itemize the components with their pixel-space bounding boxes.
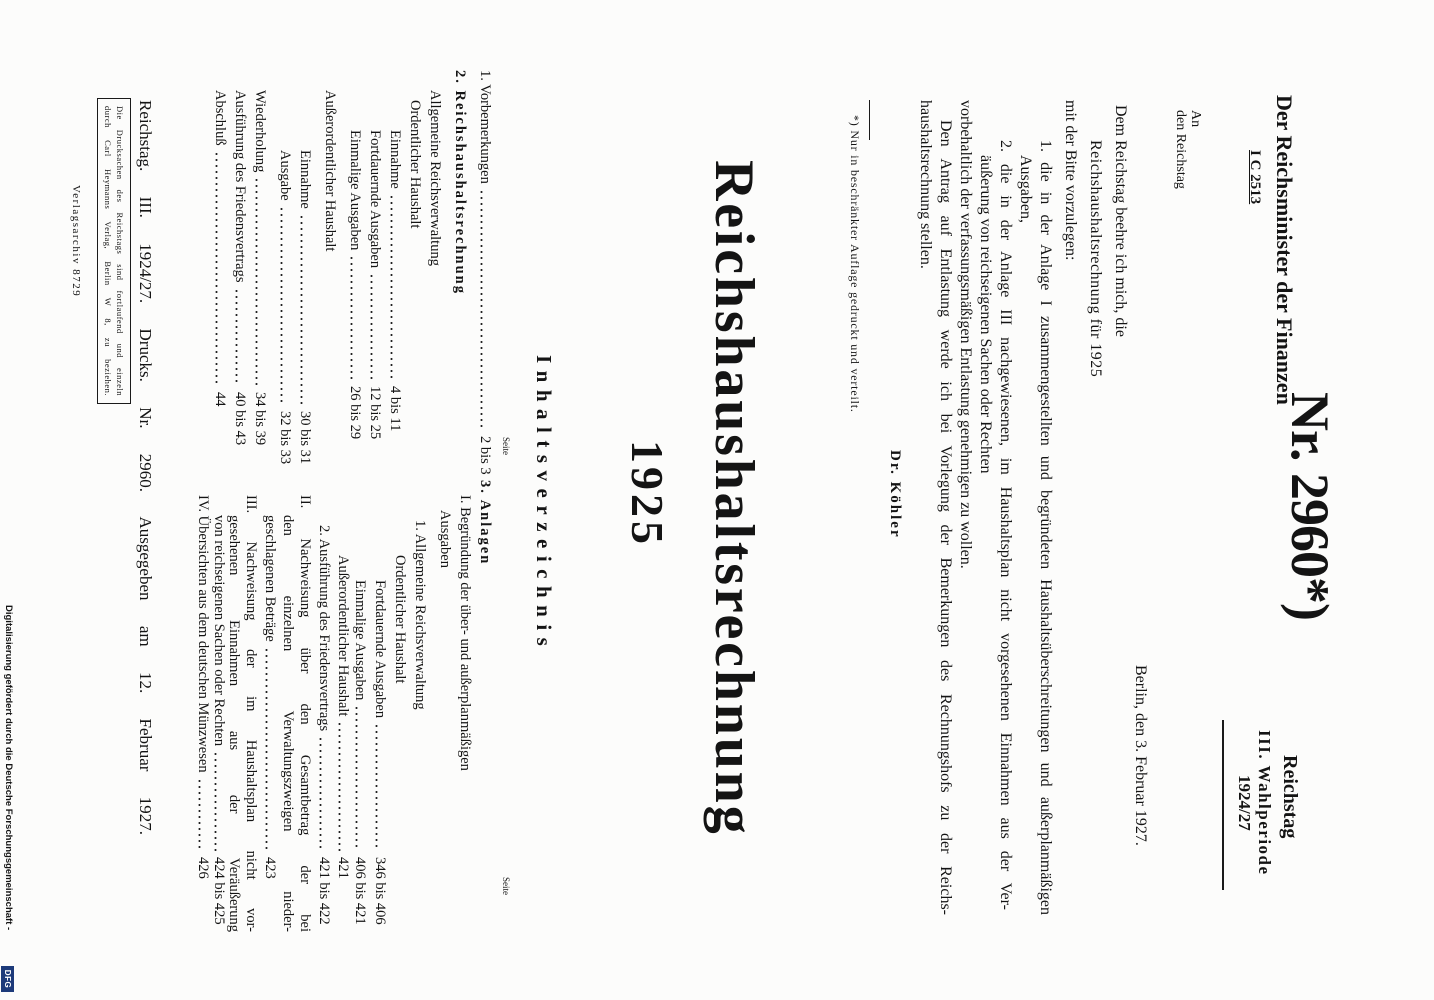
- toc-subheading: gesehenen Einnahmen aus der Veräußerung: [226, 515, 242, 932]
- toc-entry: [277, 150, 293, 467]
- distribution-notice: [97, 98, 131, 404]
- dot-leader: [215, 151, 218, 386]
- toc-entry-page: 30 bis 31: [297, 411, 313, 465]
- toc-entry-label: Ausführung des Friedensvertrags: [232, 90, 248, 283]
- digitization-credit: Digitalisierung gefördert durch die Deutsche Forschungsgemeinschaft -: [3, 605, 14, 931]
- toc-entry-label: Einnahme: [297, 150, 313, 209]
- toc-entry-page: 421: [335, 857, 351, 879]
- dot-leader: [280, 206, 283, 405]
- toc-entry: [232, 90, 248, 448]
- toc-entry-label: IV. Übersichten aus dem deutschen Münzwesen: [195, 495, 211, 773]
- dot-leader: [375, 723, 378, 851]
- toc-entry: [347, 130, 363, 442]
- toc-entry: [352, 580, 368, 935]
- toc-entry-page: 40 bis 43: [232, 392, 248, 446]
- toc-entry-label: Fortdauernde Ausgaben: [367, 130, 383, 269]
- toc-entry-label: Ausgabe: [277, 150, 293, 201]
- archive-number: Verlagsarchiv 8729: [70, 185, 82, 298]
- toc-entry: [195, 495, 211, 935]
- document-title: Reichshaushaltsrechnung: [703, 160, 765, 837]
- toc-subheading: Außerordentlicher Haushalt: [322, 90, 338, 252]
- toc-subheading: III. Nachweisung der im Haushaltsplan nicht vor-: [243, 495, 259, 932]
- dot-leader: [300, 214, 303, 405]
- toc-entry: [316, 525, 332, 935]
- toc-entry: [387, 130, 403, 442]
- toc-entry-page: 421 bis 422: [316, 857, 332, 925]
- toc-entry-label: Einmalige Ausgaben: [347, 130, 363, 251]
- dot-leader: [265, 647, 268, 851]
- letter-date: Berlin, den 3. Februar 1927.: [1132, 665, 1149, 846]
- dot-leader: [390, 194, 393, 380]
- dfg-logo-icon: DFG: [1, 966, 14, 992]
- reference-number: I C 2513: [1247, 150, 1263, 205]
- toc-section-heading: 3. Anlagen: [477, 480, 493, 566]
- page-column-label: Seite: [501, 877, 511, 895]
- header-rule: [1222, 720, 1224, 890]
- letter-line: 1. die in der Anlage I zusammengestellten und begründeten Haushaltsüberschreitungen und außerplanmäßigen: [1037, 140, 1054, 915]
- toc-entry-label: Einnahme: [387, 130, 403, 189]
- toc-section-heading: 2. Reichshaushaltsrechnung: [452, 70, 468, 295]
- toc-entry-page: 346 bis 406: [372, 857, 388, 925]
- signature: Dr. Köhler: [887, 450, 903, 539]
- toc-subheading: Ordentlicher Haushalt: [392, 555, 408, 684]
- dot-leader: [235, 288, 238, 387]
- dot-leader: [480, 189, 483, 430]
- toc-entry-page: 4 bis 11: [387, 386, 403, 432]
- dot-leader: [338, 721, 341, 851]
- letter-line: vorbehaltlich der verfassungsmäßigen Entlastung genehmigen zu wollen.: [957, 100, 974, 569]
- address-line-1: An: [1188, 110, 1203, 128]
- toc-entry: [335, 555, 351, 935]
- toc-entry-label: geschlagenen Beträge: [262, 515, 278, 642]
- dot-leader: [255, 177, 258, 386]
- letter-line: äußerung von reichseigenen Sachen oder Rechten: [977, 155, 994, 474]
- toc-entry: [367, 130, 383, 442]
- toc-entry-page: 2 bis 3: [477, 436, 493, 475]
- page-column-label: Seite: [501, 437, 511, 455]
- notice-line-1: Die Drucksachen des Reichstags sind fortlaufend und einzeln: [115, 106, 125, 396]
- toc-subheading: Allgemeine Reichsverwaltung: [427, 90, 443, 266]
- toc-entry-page: 12 bis 25: [367, 386, 383, 440]
- toc-subheading: den einzelnen Verwaltungszweigen nieder-: [280, 515, 296, 932]
- toc-heading: Inhaltsverzeichnis: [532, 355, 556, 654]
- toc-entry: [211, 515, 227, 935]
- toc-entry-page: 426: [195, 857, 211, 879]
- toc-entry-label: Abschluß: [212, 90, 228, 146]
- toc-entry-label: Wiederholung: [252, 90, 268, 173]
- toc-subheading: 1. Allgemeine Reichsverwaltung: [412, 520, 428, 710]
- toc-subheading: II. Nachweisung über den Gesamtbetrag der bei: [297, 495, 313, 932]
- toc-entry: [262, 515, 278, 935]
- toc-entry-label: 2. Ausführung des Friedensvertrags: [316, 525, 332, 732]
- toc-subheading: I. Begründung der über- und außerplanmäßigen: [457, 495, 473, 771]
- dot-leader: [319, 736, 322, 851]
- toc-entry-page: 423: [262, 857, 278, 879]
- toc-subheading: Ordentlicher Haushalt: [407, 100, 423, 229]
- toc-entry-page: 26 bis 29: [347, 386, 363, 440]
- imprint-line: Reichstag. III. 1924/27. Drucks. Nr. 2960. Ausgegeben am 12. Februar 1927.: [136, 100, 155, 835]
- toc-entry-label: 1. Vorbemerkungen: [477, 70, 493, 184]
- toc-entry-page: 32 bis 33: [277, 411, 293, 465]
- parliament-label: Reichstag: [1279, 755, 1301, 839]
- address-line-2: den Reichstag: [1173, 110, 1188, 189]
- toc-entry: [477, 70, 493, 492]
- toc-entry-label: Außerordentlicher Haushalt: [335, 555, 351, 717]
- dot-leader: [370, 273, 373, 380]
- dot-leader: [350, 255, 353, 380]
- toc-entry: [372, 580, 388, 935]
- dot-leader: [198, 778, 201, 851]
- letter-line: Dem Reichstag beehre ich mich, die: [1112, 105, 1129, 337]
- title-year: 1925: [622, 440, 673, 548]
- toc-entry-label: von reichseigenen Sachen oder Rechten: [211, 515, 227, 747]
- letter-line: Ausgaben,: [1017, 155, 1034, 223]
- toc-entry-page: 34 bis 39: [252, 392, 268, 446]
- footnote: *) Nur in beschränkter Auflage gedruckt und verteilt.: [848, 115, 862, 413]
- toc-entry-page: 44: [212, 392, 228, 407]
- letter-line: Reichshaushaltsrechnung für 1925: [1087, 140, 1104, 378]
- notice-line-2: durch Carl Heymanns Verlag, Berlin W 8, zu beziehen.: [103, 106, 113, 396]
- toc-subheading: Ausgaben: [437, 510, 453, 568]
- letter-line: mit der Bitte vorzulegen:: [1062, 100, 1079, 261]
- toc-entry-page: 406 bis 421: [352, 857, 368, 925]
- toc-entry-page: 424 bis 425: [211, 857, 227, 925]
- letter-line: haushaltsrechnung stellen.: [917, 100, 934, 269]
- letter-line: 2. die in der Anlage III nachgewiesenen, im Haushaltsplan nicht vorgesehenen Einnahmen aus der Ver-: [997, 140, 1014, 910]
- period-years: 1924/27: [1235, 775, 1254, 831]
- ministry-heading: Der Reichsminister der Finanzen: [1272, 95, 1297, 405]
- toc-entry: [252, 90, 268, 448]
- document-number: Nr. 2960*): [1280, 392, 1340, 620]
- dot-leader: [355, 705, 358, 851]
- letter-line: Den Antrag auf Entlastung werde ich bei Vorlegung der Bemerkungen des Rechnungshofs zu der Reichs-: [937, 120, 954, 915]
- legislative-period: III. Wahlperiode: [1255, 730, 1274, 876]
- toc-entry-label: Einmalige Ausgaben: [352, 580, 368, 701]
- toc-entry-label: Fortdauernde Ausgaben: [372, 580, 388, 719]
- toc-entry: [297, 150, 313, 467]
- toc-entry: [212, 90, 228, 448]
- footnote-rule: [869, 100, 870, 140]
- dot-leader: [214, 751, 217, 851]
